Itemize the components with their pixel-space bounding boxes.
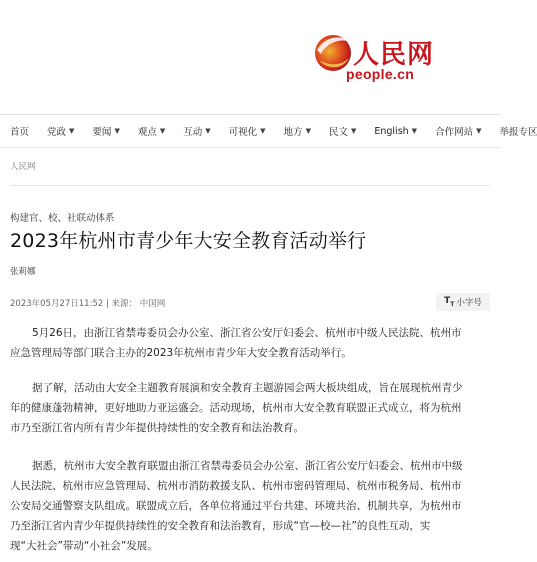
font-size-label: 小字号 [456,298,482,308]
logo-text[interactable]: 人民网 [353,40,435,70]
nav-item-report[interactable] [499,124,537,138]
article-paragraph [10,323,490,363]
meta-separator: | [105,299,112,309]
chevron-down-icon: ▼ [159,127,166,135]
chevron-down-icon: ▼ [69,127,75,135]
nav-item-english[interactable] [374,126,417,137]
breadcrumb[interactable]: 人民网 [10,162,36,172]
paragraph-line: 市乃至浙江省内所有青少年提供持续性的安全教育和法治教育。 [10,422,304,434]
chevron-down-icon: ▼ [476,127,482,135]
nav-label: 可视化 [228,127,258,138]
article-title: 2023年杭州市青少年大安全教育活动举行 [10,230,367,252]
paragraph-line: 应急管理局等部门联合主办的2023年杭州市青少年大安全教育活动举行。 [10,347,352,359]
publish-date: 2023年05月27日11:52 [10,299,104,309]
article-meta [10,297,165,309]
font-size-icon: $T_T$ [444,296,455,308]
nav-item-partners[interactable] [435,124,481,138]
nav-label: 合作网站 [435,127,474,138]
paragraph-line: 乃至浙江省内青少年提供持续性的安全教育和法治教育，形成“官—校—社”的良性互动，实 [10,520,431,532]
chevron-down-icon: ▼ [114,127,120,135]
chevron-down-icon: ▼ [350,127,357,135]
source-name: 中国网 [139,299,166,309]
article-kicker: 构建官、校、社联动体系 [10,213,115,224]
nav-label: 地方 [283,127,303,138]
chevron-down-icon: ▼ [305,127,311,135]
nav-label: 要闻 [92,127,112,138]
paragraph-line: 据了解，活动由大安全主题教育展演和安全教育主题游园会两大板块组成，旨在展现杭州青少 [32,382,463,394]
site-header [0,0,500,115]
nav-item-home[interactable] [10,124,29,138]
paragraph-line: 现“大社会”带动“小社会”发展。 [10,540,158,552]
paragraph-line: 据悉，杭州市大安全教育联盟由浙江省禁毒委员会办公室、浙江省公安厅妇委会、杭州市中级 [32,460,463,472]
nav-item-visual[interactable] [229,124,266,138]
nav-item-party[interactable] [47,124,74,138]
nav-label: English [374,125,409,137]
nav-label: 互动 [183,127,203,138]
source-label: 来源： [111,299,138,309]
paragraph-line: 年的健康蓬勃精神，更好地助力亚运盛会。活动现场，杭州市大安全教育联盟正式成立，将为杭州 [10,402,462,414]
article-author: 张莉娜 [10,267,36,277]
chevron-down-icon: ▼ [260,127,266,135]
divider [10,185,490,186]
nav-label: 观点 [137,127,157,138]
chevron-down-icon: ▼ [205,127,211,135]
nav-label: 举报专区 [499,127,537,138]
chevron-down-icon: ▼ [411,127,418,135]
paragraph-line: 公安局交通警察支队组成。联盟成立后，各单位将通过平台共建、环境共治、机制共享，为杭州市 [10,500,462,512]
nav-label: 党政 [47,127,67,138]
paragraph-line: 人民法院、杭州市应急管理局、杭州市消防救援支队、杭州市密码管理局、杭州市税务局、杭州市 [10,480,462,492]
nav-label: 民文 [328,127,348,138]
nav-item-interact[interactable] [183,124,210,138]
nav-label: 首页 [10,127,30,138]
main-nav [0,115,537,148]
article-paragraph [10,456,490,556]
paragraph-line: 5月26日，由浙江省禁毒委员会办公室、浙江省公安厅妇委会、杭州市中级人民法院、杭州市 [32,327,462,339]
nav-item-local[interactable] [284,124,311,138]
nav-item-news[interactable] [92,124,119,138]
font-size-button[interactable] [436,293,490,311]
nav-item-opinion[interactable] [138,124,165,138]
logo-url[interactable]: people.cn [346,66,415,82]
article-paragraph [10,378,490,438]
nav-item-ethnic[interactable] [329,124,356,138]
